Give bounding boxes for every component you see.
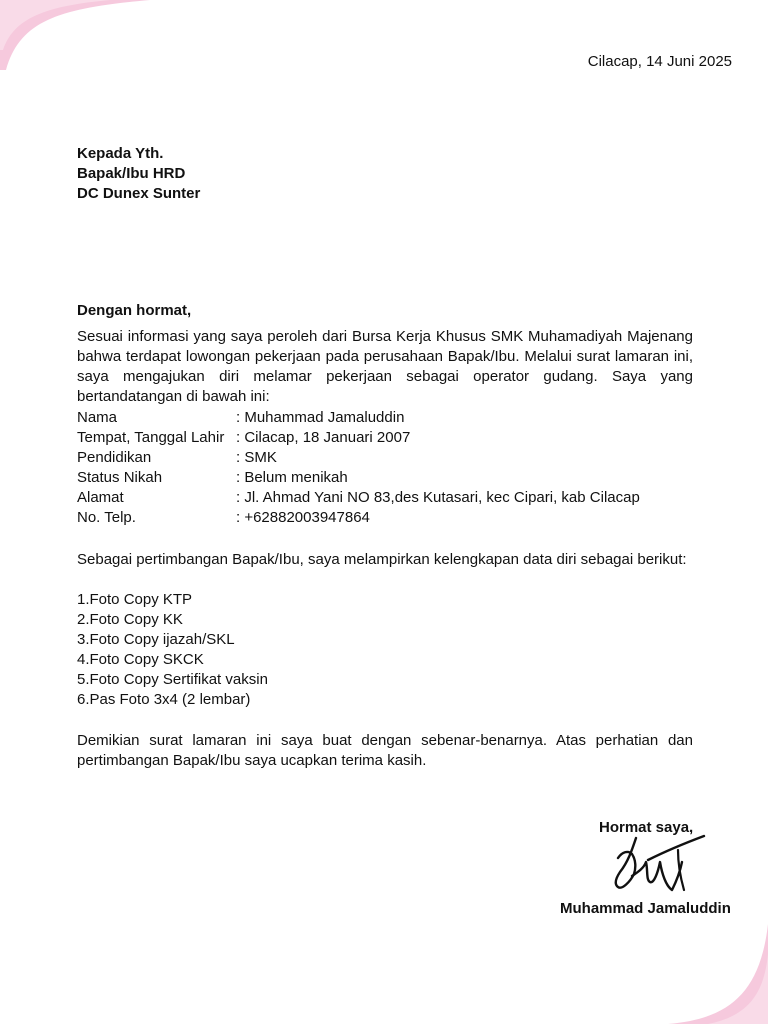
detail-row [77, 448, 640, 468]
handwritten-signature [608, 832, 710, 896]
detail-value: : Cilacap, 18 Januari 2007 [236, 429, 411, 446]
recipient-block [77, 144, 200, 204]
greeting: Dengan hormat, [77, 302, 192, 319]
detail-label: Alamat [77, 489, 124, 506]
signer-name: Muhammad Jamaluddin [560, 900, 731, 917]
intro-paragraph: Sesuai informasi yang saya peroleh dari Bursa Kerja Khusus SMK Muhamadiyah Majenang bahwa terdapat lowongan pekerjaan pada perusahaan Bapak/Ibu. Melalui surat lamaran ini, saya mengajukan diri melamar pekerjaan sebagai operator gudang. Saya yang bertandatangan di bawah ini: [77, 328, 693, 405]
closing-salutation: Hormat saya, [599, 819, 694, 836]
letter-date: Cilacap, 14 Juni 2025 [587, 53, 732, 70]
detail-value: : SMK [236, 449, 277, 466]
detail-value: : Jl. Ahmad Yani NO 83,des Kutasari, kec Cipari, kab Cilacap [236, 489, 640, 506]
applicant-details [77, 408, 640, 528]
closing-paragraph: Demikian surat lamaran ini saya buat dengan sebenar-benarnya. Atas perhatian dan pertimbangan Bapak/Ibu saya ucapkan terima kasih. [77, 732, 693, 769]
detail-row [77, 428, 640, 448]
attachment-item: 3.Foto Copy ijazah/SKL [77, 631, 235, 648]
detail-value: : +62882003947864 [236, 509, 370, 526]
attachment-item: 6.Pas Foto 3x4 (2 lembar) [77, 691, 251, 708]
detail-row [77, 408, 640, 428]
attachment-item: 2.Foto Copy KK [77, 611, 183, 628]
recipient-line: Bapak/Ibu HRD [77, 165, 186, 182]
detail-label: Pendidikan [77, 449, 152, 466]
recipient-line: DC Dunex Sunter [77, 185, 201, 202]
attachments-list [77, 590, 268, 710]
detail-row [77, 468, 640, 488]
attachment-item: 1.Foto Copy KTP [77, 591, 193, 608]
detail-label: Tempat, Tanggal Lahir [77, 429, 225, 446]
decorative-corner-top-left [0, 0, 150, 70]
detail-value: : Belum menikah [236, 469, 348, 486]
attachment-item: 5.Foto Copy Sertifikat vaksin [77, 671, 268, 688]
recipient-line: Kepada Yth. [77, 145, 164, 162]
detail-value: : Muhammad Jamaluddin [236, 409, 405, 426]
decorative-corner-bottom-right [648, 924, 768, 1024]
attachment-item: 4.Foto Copy SKCK [77, 651, 204, 668]
detail-label: Status Nikah [77, 469, 163, 486]
detail-label: No. Telp. [77, 509, 136, 526]
attachments-intro: Sebagai pertimbangan Bapak/Ibu, saya melampirkan kelengkapan data diri sebagai berikut: [77, 551, 687, 568]
detail-row [77, 508, 640, 528]
detail-label: Nama [77, 409, 118, 426]
detail-row [77, 488, 640, 508]
